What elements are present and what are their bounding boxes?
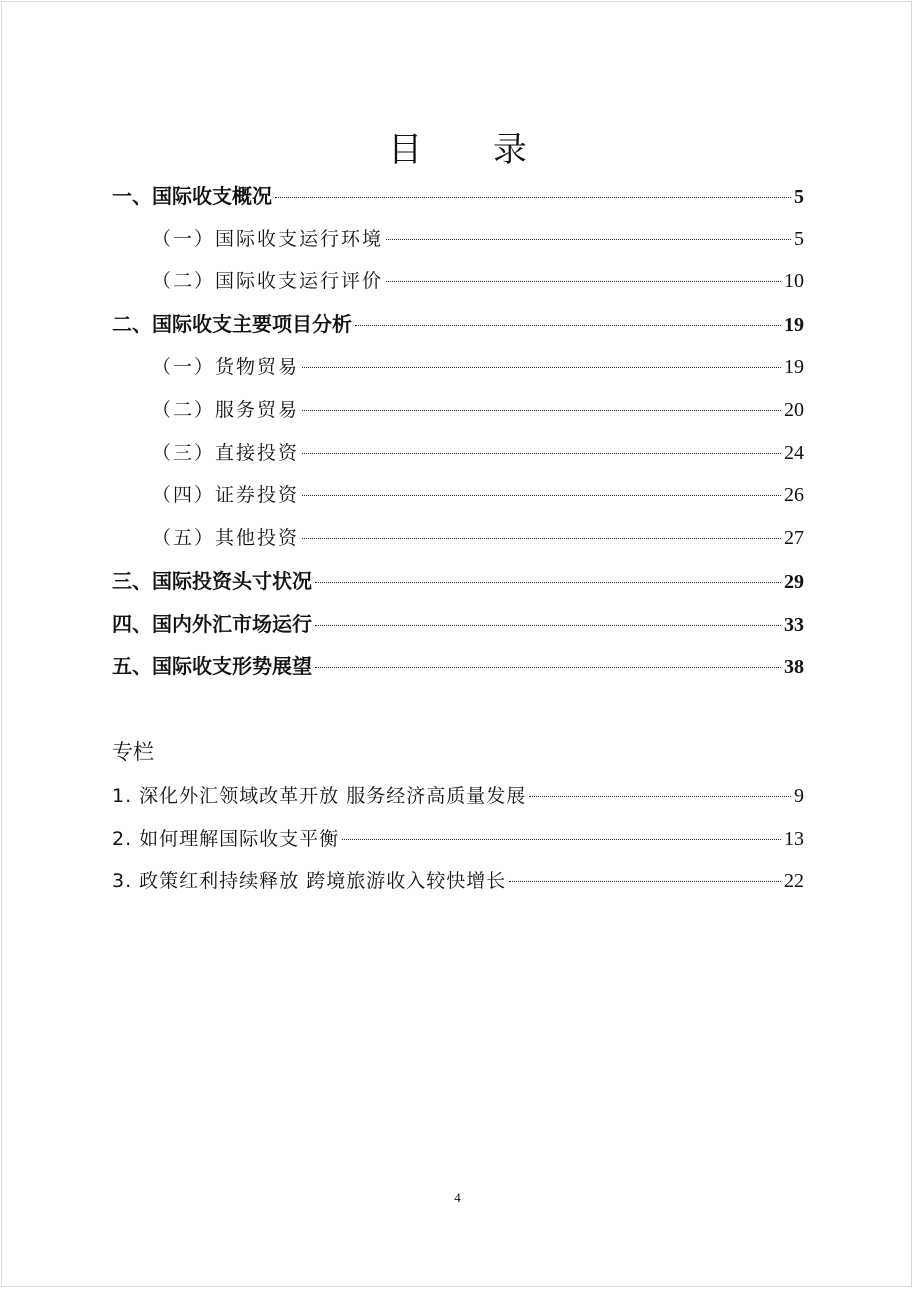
dot-leader [355,325,781,326]
column-entry-label: 2. 如何理解国际收支平衡 [112,828,340,850]
toc-entry-page: 19 [784,314,804,336]
toc-entry-page: 5 [794,228,804,250]
toc-entry-page: 26 [784,484,804,506]
toc-entry-label: 三、国际投资头寸状况 [112,569,312,593]
columns-heading: 专栏 [112,740,154,764]
toc-entry[interactable] [152,395,804,425]
column-entry[interactable] [112,781,804,811]
toc-entry[interactable] [112,609,804,639]
column-entry[interactable] [112,866,804,896]
column-entry-label: 1. 深化外汇领域改革开放 服务经济高质量发展 [112,785,527,807]
dot-leader [315,667,781,668]
toc-entry-label: 五、国际收支形势展望 [112,654,312,678]
toc-entry[interactable] [152,224,804,254]
toc-entry-label: 二、国际收支主要项目分析 [112,312,352,336]
dot-leader [315,625,781,626]
dot-leader [509,881,781,882]
toc-entry-label: （五）其他投资 [152,527,300,549]
dot-leader [386,281,781,282]
toc-entry[interactable] [112,309,804,339]
toc-entry-page: 27 [784,527,804,549]
column-entry-page: 9 [794,785,804,807]
page-number: 4 [454,1190,461,1205]
toc-entry-label: （一）国际收支运行环境 [152,228,384,250]
toc-entry-label: 四、国内外汇市场运行 [112,612,312,636]
toc-entry-label: （四）证券投资 [152,484,300,506]
dot-leader [275,197,791,198]
dot-leader [302,453,781,454]
dot-leader [302,495,781,496]
toc-entry-page: 20 [784,399,804,421]
dot-leader [342,839,781,840]
toc-entry[interactable] [152,523,804,553]
toc-entry-label: （一）货物贸易 [152,356,300,378]
toc-entry[interactable] [152,352,804,382]
toc-entry[interactable] [112,181,804,211]
dot-leader [529,796,791,797]
toc-entry-label: （三）直接投资 [152,442,300,464]
toc-entry[interactable] [152,266,804,296]
column-entry-page: 13 [784,828,804,850]
toc-entry-page: 29 [784,571,804,593]
page-title: 目 录 [388,130,557,170]
dot-leader [386,239,791,240]
toc-entry-page: 19 [784,356,804,378]
dot-leader [302,538,781,539]
toc-entry-label: （二）服务贸易 [152,399,300,421]
toc-entry[interactable] [152,480,804,510]
dot-leader [315,582,781,583]
toc-entry-page: 24 [784,442,804,464]
toc-entry[interactable] [112,651,804,681]
toc-entry-page: 38 [784,656,804,678]
toc-entry-label: （二）国际收支运行评价 [152,270,384,292]
toc-entry-page: 33 [784,614,804,636]
column-entry[interactable] [112,824,804,854]
toc-entry-label: 一、国际收支概况 [112,184,272,208]
column-entry-label: 3. 政策红利持续释放 跨境旅游收入较快增长 [112,870,507,892]
toc-entry[interactable] [112,566,804,596]
toc-entry[interactable] [152,438,804,468]
toc-entry-page: 5 [794,186,804,208]
toc-entry-page: 10 [784,270,804,292]
column-entry-page: 22 [784,870,804,892]
dot-leader [302,410,781,411]
dot-leader [302,367,781,368]
